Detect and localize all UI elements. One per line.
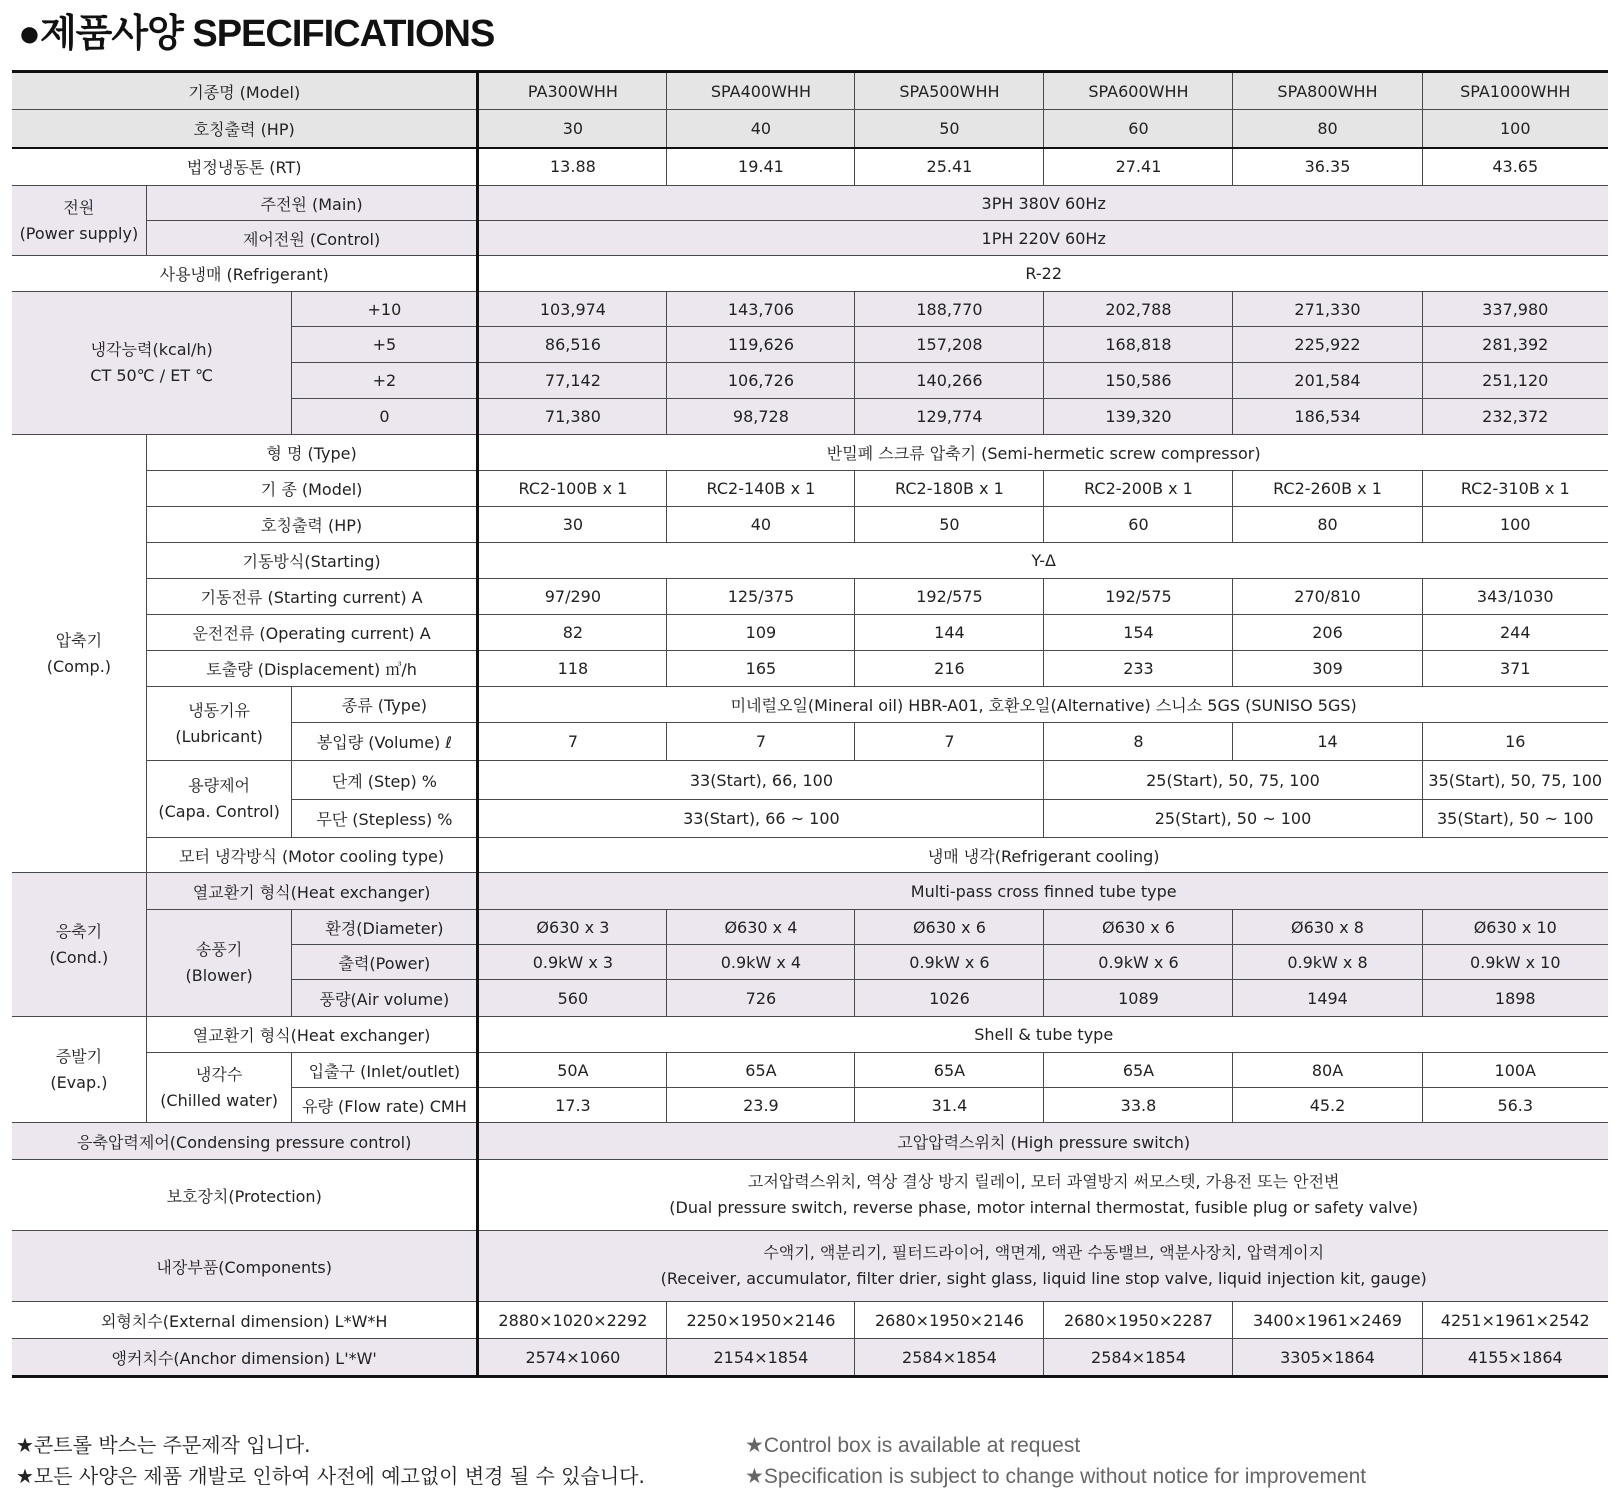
- cell-diameter: Ø630 x 10: [1422, 910, 1608, 945]
- power-group-ko: 전원: [63, 197, 95, 217]
- cell-flow-rate: 17.3: [478, 1088, 667, 1123]
- cell-external-dimension: 4251×1961×2542: [1422, 1302, 1608, 1339]
- cell-blower-power: 0.9kW x 6: [1044, 945, 1233, 980]
- label-inlet: 입출구 (Inlet/outlet): [292, 1053, 478, 1088]
- label-cond-hx: 열교환기 형식(Heat exchanger): [146, 873, 478, 910]
- cell-inlet: 100A: [1422, 1053, 1608, 1088]
- row-refrigerant: [12, 256, 1608, 292]
- notes-english: [745, 1430, 1366, 1492]
- cell-capa-step: 25(Start), 50, 75, 100: [1044, 761, 1422, 800]
- cell-rt: 27.41: [1044, 148, 1233, 186]
- label-capa-control: [146, 761, 292, 838]
- cell-cooling: 201,584: [1233, 363, 1422, 399]
- row-cond-hx: [12, 873, 1608, 910]
- cell-blower-power: 0.9kW x 6: [855, 945, 1044, 980]
- label-op-current: 운전전류 (Operating current) A: [146, 615, 478, 651]
- cell-comp-hp: 60: [1044, 507, 1233, 543]
- cell-model: SPA1000WHH: [1422, 72, 1608, 110]
- cell-op-current: 244: [1422, 615, 1608, 651]
- cell-op-current: 82: [478, 615, 667, 651]
- cell-cooling: 188,770: [855, 292, 1044, 327]
- label-lub-type: 종류 (Type): [292, 687, 478, 723]
- cell-air-volume: 1494: [1233, 980, 1422, 1017]
- lubricant-ko: 냉동기유: [188, 700, 251, 720]
- cell-capa-stepless: 25(Start), 50 ~ 100: [1044, 800, 1422, 838]
- label-hp: 호칭출력 (HP): [12, 110, 478, 148]
- cell-comp-model: RC2-200B x 1: [1044, 471, 1233, 507]
- cell-air-volume: 1089: [1044, 980, 1233, 1017]
- note-en-2: ★Specification is subject to change without notice for improvement: [745, 1465, 1367, 1488]
- label-capa-step: 단계 (Step) %: [292, 761, 478, 800]
- cell-air-volume: 560: [478, 980, 667, 1017]
- label-refrigerant: 사용냉매 (Refrigerant): [12, 256, 478, 292]
- cell-hp: 100: [1422, 110, 1608, 148]
- blower-ko: 송풍기: [195, 940, 243, 959]
- cell-model: SPA500WHH: [855, 72, 1044, 110]
- cell-power-main: 3PH 380V 60Hz: [478, 186, 1608, 221]
- power-group-en: (Power supply): [19, 223, 139, 243]
- chilled-en: (Chilled water): [160, 1090, 278, 1110]
- row-comp-op-current: [12, 615, 1608, 651]
- cell-anchor-dimension: 2574×1060: [478, 1339, 667, 1377]
- cell-comp-hp: 80: [1233, 507, 1422, 543]
- label-power-supply: [12, 186, 146, 256]
- cell-model: SPA600WHH: [1044, 72, 1233, 110]
- row-comp-hp: [12, 507, 1608, 543]
- label-flow-rate: 유량 (Flow rate) CMH: [292, 1088, 478, 1123]
- cell-start-current: 343/1030: [1422, 579, 1608, 615]
- cell-inlet: 65A: [855, 1053, 1044, 1088]
- cell-diameter: Ø630 x 3: [478, 910, 667, 945]
- cell-cooling: 77,142: [478, 363, 667, 399]
- cell-diameter: Ø630 x 8: [1233, 910, 1422, 945]
- cell-anchor-dimension: 3305×1864: [1233, 1339, 1422, 1377]
- cell-cooling: 106,726: [667, 363, 855, 399]
- label-et: 0: [292, 399, 478, 435]
- cell-op-current: 154: [1044, 615, 1233, 651]
- comp-group-ko: 압축기: [55, 630, 103, 650]
- cell-inlet: 65A: [1044, 1053, 1233, 1088]
- cell-components: [478, 1231, 1608, 1302]
- cell-cooling: 98,728: [667, 399, 855, 435]
- cell-external-dimension: 2880×1020×2292: [478, 1302, 667, 1339]
- row-cooling: [12, 292, 1608, 327]
- cell-blower-power: 0.9kW x 8: [1233, 945, 1422, 980]
- cell-comp-model: RC2-260B x 1: [1233, 471, 1422, 507]
- cell-cooling: 281,392: [1422, 327, 1608, 363]
- capa-en: (Capa. Control): [158, 802, 280, 821]
- note-ko-2: ★모든 사양은 제품 개발로 인하여 사전에 예고없이 변경 될 수 있습니다.: [16, 1464, 645, 1488]
- chilled-ko: 냉각수: [195, 1064, 243, 1084]
- cond-group-ko: 응축기: [55, 921, 103, 941]
- cell-rt: 19.41: [667, 148, 855, 186]
- cell-op-current: 109: [667, 615, 855, 651]
- protection-ko: 고저압력스위치, 역상 결상 방지 릴레이, 모터 과열방지 써모스텟, 가용전 또는 안전변: [747, 1172, 1340, 1191]
- cell-anchor-dimension: 2154×1854: [667, 1339, 855, 1377]
- cell-external-dimension: 2250×1950×2146: [667, 1302, 855, 1339]
- note-en-1: ★Control box is available at request: [745, 1434, 1081, 1457]
- label-motor-cooling: 모터 냉각방식 (Motor cooling type): [146, 838, 478, 873]
- cell-motor-cooling: 냉매 냉각(Refrigerant cooling): [478, 838, 1608, 873]
- cell-cooling: 86,516: [478, 327, 667, 363]
- components-ko: 수액기, 액분리기, 필터드라이어, 액면계, 액관 수동밸브, 액분사장치, 압력계이지: [763, 1243, 1325, 1262]
- lubricant-en: (Lubricant): [175, 726, 263, 746]
- cell-model: SPA400WHH: [667, 72, 855, 110]
- cell-capa-step: 33(Start), 66, 100: [478, 761, 1044, 800]
- label-chilled-water: [146, 1053, 292, 1123]
- protection-en: (Dual pressure switch, reverse phase, motor internal thermostat, fusible plug or safety valve): [669, 1198, 1419, 1217]
- cell-flow-rate: 23.9: [667, 1088, 855, 1123]
- cell-start-current: 125/375: [667, 579, 855, 615]
- cell-start-current: 97/290: [478, 579, 667, 615]
- cell-hp: 40: [667, 110, 855, 148]
- page-title: ●제품사양 SPECIFICATIONS: [18, 13, 495, 55]
- cell-cooling: 140,266: [855, 363, 1044, 399]
- cell-displacement: 233: [1044, 651, 1233, 687]
- cell-cooling: 232,372: [1422, 399, 1608, 435]
- cell-blower-power: 0.9kW x 4: [667, 945, 855, 980]
- cell-comp-hp: 30: [478, 507, 667, 543]
- cell-cooling: 119,626: [667, 327, 855, 363]
- row-cond-diameter: [12, 910, 1608, 945]
- cell-comp-hp: 50: [855, 507, 1044, 543]
- row-condensing-pressure: [12, 1123, 1608, 1160]
- cell-blower-power: 0.9kW x 3: [478, 945, 667, 980]
- label-air-volume: 풍량(Air volume): [292, 980, 478, 1017]
- label-condenser: [12, 873, 146, 1017]
- cell-flow-rate: 45.2: [1233, 1088, 1422, 1123]
- cell-rt: 36.35: [1233, 148, 1422, 186]
- cell-op-current: 206: [1233, 615, 1422, 651]
- cell-rt: 25.41: [855, 148, 1044, 186]
- cell-comp-type: 반밀폐 스크류 압축기 (Semi-hermetic screw compressor): [478, 435, 1608, 471]
- cell-lub-volume: 14: [1233, 723, 1422, 761]
- evap-group-en: (Evap.): [50, 1072, 108, 1092]
- label-displacement: 토출량 (Displacement) ㎥/h: [146, 651, 478, 687]
- label-protection: 보호장치(Protection): [12, 1160, 478, 1231]
- row-external-dimension: [12, 1302, 1608, 1339]
- row-power-main: [12, 186, 1608, 221]
- cell-cooling: 202,788: [1044, 292, 1233, 327]
- cell-cond-hx: Multi-pass cross finned tube type: [478, 873, 1608, 910]
- cell-capa-step: 35(Start), 50, 75, 100: [1422, 761, 1608, 800]
- cell-displacement: 309: [1233, 651, 1422, 687]
- label-model: 기종명 (Model): [12, 72, 478, 110]
- row-comp-displacement: [12, 651, 1608, 687]
- blower-en: (Blower): [185, 966, 253, 985]
- label-et: +10: [292, 292, 478, 327]
- label-cooling-capacity: [12, 292, 292, 435]
- cell-protection: [478, 1160, 1608, 1231]
- row-anchor-dimension: [12, 1339, 1608, 1377]
- row-comp-type: [12, 435, 1608, 471]
- cell-diameter: Ø630 x 4: [667, 910, 855, 945]
- cell-model: PA300WHH: [478, 72, 667, 110]
- row-protection: [12, 1160, 1608, 1231]
- cell-cooling: 271,330: [1233, 292, 1422, 327]
- cooling-group-sub: CT 50℃ / ET ℃: [90, 366, 214, 385]
- cell-displacement: 165: [667, 651, 855, 687]
- cell-comp-starting: Y-Δ: [478, 543, 1608, 579]
- cell-refrigerant: R-22: [478, 256, 1608, 292]
- cell-cooling: 139,320: [1044, 399, 1233, 435]
- row-model: [12, 72, 1608, 110]
- cell-rt: 43.65: [1422, 148, 1608, 186]
- cell-air-volume: 726: [667, 980, 855, 1017]
- cell-hp: 60: [1044, 110, 1233, 148]
- cell-capa-stepless: 35(Start), 50 ~ 100: [1422, 800, 1608, 838]
- label-anchor-dimension: 앵커치수(Anchor dimension) L'*W': [12, 1339, 478, 1377]
- cell-external-dimension: 2680×1950×2146: [855, 1302, 1044, 1339]
- row-comp-start-current: [12, 579, 1608, 615]
- cell-evap-hx: Shell & tube type: [478, 1017, 1608, 1053]
- label-comp-type: 형 명 (Type): [146, 435, 478, 471]
- cell-lub-volume: 7: [478, 723, 667, 761]
- row-evap-hx: [12, 1017, 1608, 1053]
- cell-comp-model: RC2-100B x 1: [478, 471, 667, 507]
- cell-air-volume: 1898: [1422, 980, 1608, 1017]
- cell-hp: 80: [1233, 110, 1422, 148]
- label-power-control: 제어전원 (Control): [146, 221, 478, 256]
- label-lub-volume: 봉입량 (Volume) ℓ: [292, 723, 478, 761]
- row-comp-starting: [12, 543, 1608, 579]
- cell-cooling: 157,208: [855, 327, 1044, 363]
- cell-comp-model: RC2-310B x 1: [1422, 471, 1608, 507]
- label-rt: 법정냉동톤 (RT): [12, 148, 478, 186]
- cell-lub-volume: 16: [1422, 723, 1608, 761]
- cell-cooling: 186,534: [1233, 399, 1422, 435]
- cell-diameter: Ø630 x 6: [855, 910, 1044, 945]
- cell-start-current: 192/575: [855, 579, 1044, 615]
- cell-power-control: 1PH 220V 60Hz: [478, 221, 1608, 256]
- cell-comp-model: RC2-180B x 1: [855, 471, 1044, 507]
- cell-lub-volume: 7: [667, 723, 855, 761]
- cell-cooling: 168,818: [1044, 327, 1233, 363]
- cell-blower-power: 0.9kW x 10: [1422, 945, 1608, 980]
- label-components: 내장부품(Components): [12, 1231, 478, 1302]
- row-hp: [12, 110, 1608, 148]
- cell-comp-hp: 40: [667, 507, 855, 543]
- cell-cooling: 103,974: [478, 292, 667, 327]
- cell-flow-rate: 31.4: [855, 1088, 1044, 1123]
- row-capa-step: [12, 761, 1608, 800]
- cell-flow-rate: 56.3: [1422, 1088, 1608, 1123]
- cell-flow-rate: 33.8: [1044, 1088, 1233, 1123]
- cell-inlet: 65A: [667, 1053, 855, 1088]
- cell-displacement: 216: [855, 651, 1044, 687]
- cell-lub-volume: 7: [855, 723, 1044, 761]
- cell-hp: 30: [478, 110, 667, 148]
- cell-anchor-dimension: 2584×1854: [1044, 1339, 1233, 1377]
- label-evaporator: [12, 1017, 146, 1123]
- cell-displacement: 371: [1422, 651, 1608, 687]
- evap-group-ko: 증발기: [55, 1046, 103, 1066]
- label-evap-hx: 열교환기 형식(Heat exchanger): [146, 1017, 478, 1053]
- row-evap-inlet: [12, 1053, 1608, 1088]
- cell-condensing-pressure: 고압압력스위치 (High pressure switch): [478, 1123, 1608, 1160]
- cell-cooling: 337,980: [1422, 292, 1608, 327]
- label-comp-starting: 기동방식(Starting): [146, 543, 478, 579]
- row-lub-type: [12, 687, 1608, 723]
- label-et: +2: [292, 363, 478, 399]
- cell-rt: 13.88: [478, 148, 667, 186]
- label-power-main: 주전원 (Main): [146, 186, 478, 221]
- label-external-dimension: 외형치수(External dimension) L*W*H: [12, 1302, 478, 1339]
- cell-air-volume: 1026: [855, 980, 1044, 1017]
- cell-cooling: 71,380: [478, 399, 667, 435]
- cell-diameter: Ø630 x 6: [1044, 910, 1233, 945]
- cell-cooling: 129,774: [855, 399, 1044, 435]
- cell-anchor-dimension: 2584×1854: [855, 1339, 1044, 1377]
- label-et: +5: [292, 327, 478, 363]
- capa-ko: 용량제어: [188, 776, 251, 795]
- cell-comp-model: RC2-140B x 1: [667, 471, 855, 507]
- label-compressor: [12, 435, 146, 873]
- cond-group-en: (Cond.): [49, 947, 109, 967]
- cell-inlet: 80A: [1233, 1053, 1422, 1088]
- cell-cooling: 225,922: [1233, 327, 1422, 363]
- cell-comp-hp: 100: [1422, 507, 1608, 543]
- cell-inlet: 50A: [478, 1053, 667, 1088]
- cell-op-current: 144: [855, 615, 1044, 651]
- row-motor-cooling: [12, 838, 1608, 873]
- cell-cooling: 150,586: [1044, 363, 1233, 399]
- cell-external-dimension: 3400×1961×2469: [1233, 1302, 1422, 1339]
- label-start-current: 기동전류 (Starting current) A: [146, 579, 478, 615]
- label-blower: [146, 910, 292, 1017]
- cell-model: SPA800WHH: [1233, 72, 1422, 110]
- label-capa-stepless: 무단 (Stepless) %: [292, 800, 478, 838]
- note-ko-1: ★콘트롤 박스는 주문제작 입니다.: [16, 1433, 311, 1457]
- label-comp-model: 기 종 (Model): [146, 471, 478, 507]
- components-en: (Receiver, accumulator, filter drier, sight glass, liquid line stop valve, liquid injection kit, gauge): [660, 1269, 1427, 1288]
- cell-hp: 50: [855, 110, 1044, 148]
- row-components: [12, 1231, 1608, 1302]
- row-power-control: [12, 221, 1608, 256]
- label-comp-hp: 호칭출력 (HP): [146, 507, 478, 543]
- cell-lub-type: 미네럴오일(Mineral oil) HBR-A01, 호환오일(Alternative) 스니소 5GS (SUNISO 5GS): [478, 687, 1608, 723]
- row-rt: [12, 148, 1608, 186]
- cell-displacement: 118: [478, 651, 667, 687]
- cell-start-current: 270/810: [1233, 579, 1422, 615]
- notes-korean: [16, 1430, 645, 1492]
- cooling-group: 냉각능력(kcal/h): [90, 340, 213, 359]
- specifications-table: [12, 70, 1608, 1378]
- cell-capa-stepless: 33(Start), 66 ~ 100: [478, 800, 1044, 838]
- cell-external-dimension: 2680×1950×2287: [1044, 1302, 1233, 1339]
- cell-cooling: 143,706: [667, 292, 855, 327]
- cell-cooling: 251,120: [1422, 363, 1608, 399]
- cell-lub-volume: 8: [1044, 723, 1233, 761]
- cell-start-current: 192/575: [1044, 579, 1233, 615]
- label-blower-power: 출력(Power): [292, 945, 478, 980]
- cell-anchor-dimension: 4155×1864: [1422, 1339, 1608, 1377]
- comp-group-en: (Comp.): [46, 656, 112, 676]
- label-diameter: 환경(Diameter): [292, 910, 478, 945]
- row-comp-model: [12, 471, 1608, 507]
- label-lubricant: [146, 687, 292, 761]
- label-condensing-pressure: 응축압력제어(Condensing pressure control): [12, 1123, 478, 1160]
